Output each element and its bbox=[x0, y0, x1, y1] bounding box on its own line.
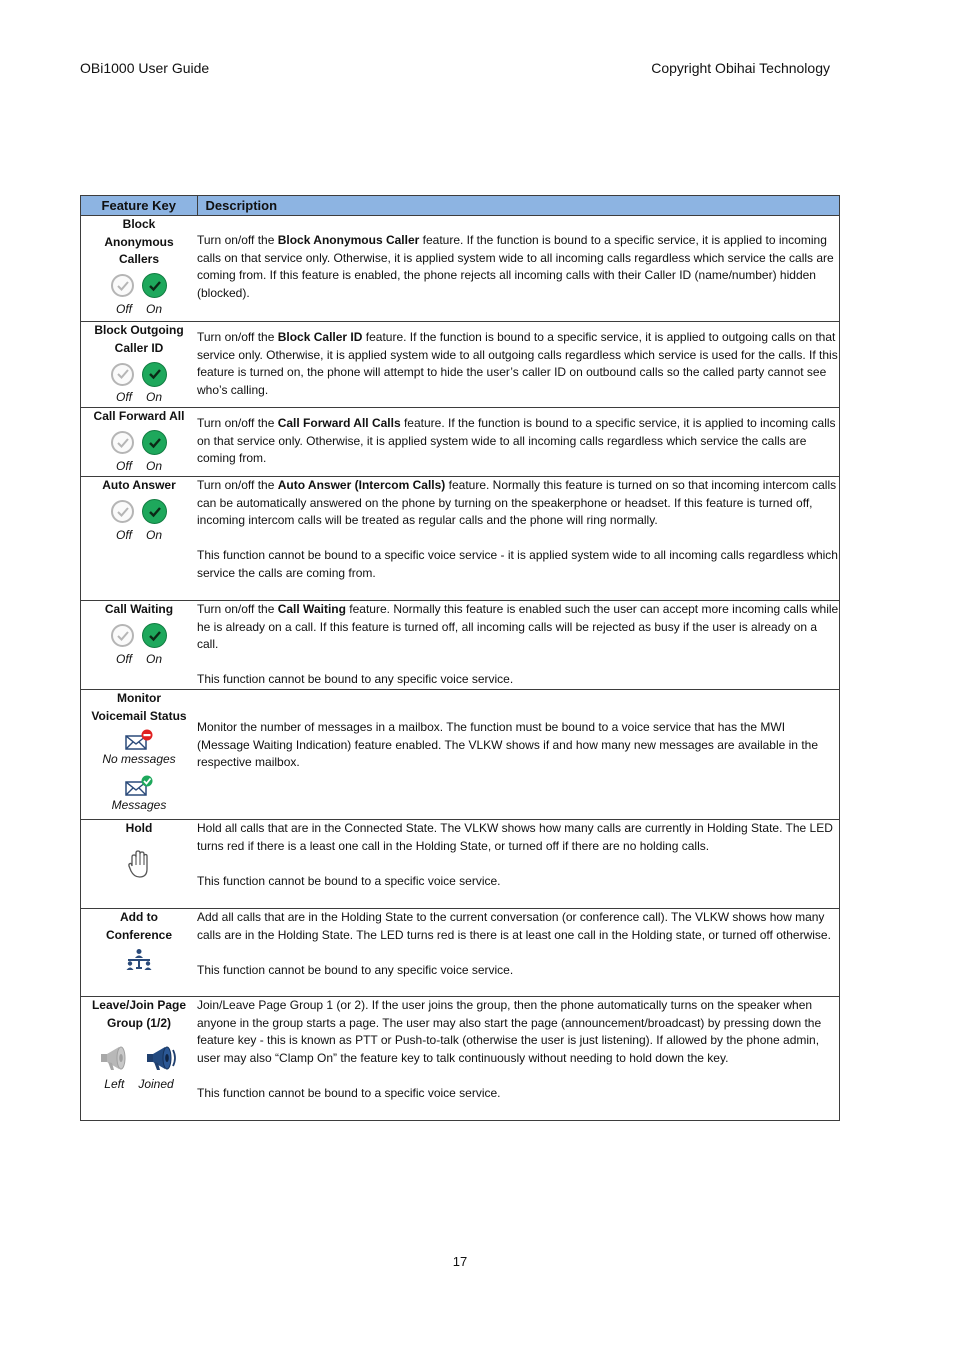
description-cell bbox=[197, 216, 840, 322]
off-label: Off bbox=[115, 458, 132, 473]
description-text: Turn on/off the Auto Answer (Intercom Calls) feature. Normally this feature is turned on so that incoming intercom calls can be automatically answered on the phone by turning on the speakerphone or headset. If this feature is turned off, incoming intercom calls will be treated as regular calls and the phone will ring normally. bbox=[197, 478, 837, 527]
mail-no-messages-icon bbox=[124, 729, 154, 751]
description-text: Turn on/off the Call Waiting feature. Normally this feature is enabled such the user can accept more incoming calls while he is already on a call. If this feature is turned off, all incoming calls will be rejected as busy if the user is already on a call. bbox=[197, 602, 839, 651]
feature-key-cell bbox=[81, 477, 198, 601]
description-note: This function cannot be bound to a specific voice service. bbox=[197, 1085, 501, 1100]
off-check-icon bbox=[111, 274, 134, 297]
table-row bbox=[81, 408, 840, 477]
table-row bbox=[81, 997, 840, 1121]
col-header-feature-key: Feature Key bbox=[81, 196, 198, 216]
off-label: Off bbox=[115, 301, 132, 316]
feature-name: Conference bbox=[105, 927, 173, 942]
description-cell bbox=[197, 601, 840, 690]
off-check-icon bbox=[111, 500, 134, 523]
feature-key-cell bbox=[81, 690, 198, 820]
description-note: This function cannot be bound to any specific voice service. bbox=[197, 962, 514, 977]
off-check-icon bbox=[111, 431, 134, 454]
state-messages: Messages bbox=[111, 797, 167, 812]
feature-name: Group (1/2) bbox=[106, 1015, 171, 1030]
on-check-icon bbox=[142, 362, 167, 387]
feature-name: Callers bbox=[118, 252, 160, 266]
doc-title: OBi1000 User Guide bbox=[80, 60, 210, 76]
table-header-row bbox=[81, 196, 840, 216]
on-check-icon bbox=[142, 430, 167, 455]
feature-key-cell bbox=[81, 997, 198, 1121]
description-text: Join/Leave Page Group 1 (or 2). If the user joins the group, then the phone automatically turns on the speaker when anyone in the group starts a page. The user may also start the page (announcement/broadcast) by pressing down the feature key - this is known as PTT or Push-to-talk (otherwise the user is just listening). If allowed by the phone admin, user may also “Clamp On” the feature key to talk continuously without needing to hold down the key. bbox=[197, 998, 822, 1065]
feature-key-table bbox=[80, 195, 840, 1121]
feature-name: Leave/Join Page bbox=[91, 998, 187, 1012]
megaphone-joined-icon bbox=[145, 1044, 179, 1072]
description-text: Turn on/off the Block Anonymous Caller feature. If the function is bound to a specific service, it is applied to incoming calls on that service only. Otherwise, it is applied system wide to all incoming calls regardless which service the calls are coming from. If this feature is enabled, the phone rejects all incoming calls with their Caller ID (name/number) hidden (blocked). bbox=[197, 233, 834, 300]
table-row bbox=[81, 690, 840, 820]
table-row bbox=[81, 216, 840, 322]
copyright: Copyright Obihai Technology bbox=[651, 60, 830, 76]
state-no-messages: No messages bbox=[102, 752, 176, 766]
feature-name: Caller ID bbox=[114, 340, 164, 355]
feature-key-cell bbox=[81, 408, 198, 477]
table-row bbox=[81, 820, 840, 909]
on-label: On bbox=[146, 390, 163, 404]
table-row bbox=[81, 909, 840, 997]
megaphone-left-icon bbox=[99, 1044, 133, 1072]
feature-name: Add to bbox=[120, 910, 158, 924]
description-cell bbox=[197, 477, 840, 601]
on-label: On bbox=[146, 458, 163, 473]
feature-name: Block Outgoing bbox=[94, 323, 184, 337]
on-label: On bbox=[146, 651, 163, 666]
description-text: Turn on/off the Block Caller ID feature. If the function is bound to a specific service, it is applied to outgoing calls on that service only. Otherwise, it is applied system wide to all outgoing calls regardless which service is used for the calls. If this feature is turned on, the phone will attempt to hide the user’s caller ID on outbound calls so the called party cannot see who’s calling. bbox=[197, 330, 838, 397]
table-row bbox=[81, 322, 840, 408]
feature-name: Anonymous bbox=[104, 234, 174, 249]
description-cell bbox=[197, 909, 840, 997]
feature-name: Auto Answer bbox=[102, 478, 176, 492]
feature-key-cell bbox=[81, 909, 198, 997]
description-text: Turn on/off the Call Forward All Calls feature. If the function is bound to a specific service, it is applied to incoming calls on that service only. Otherwise, it is applied system wide to all incoming calls regardless which service the calls are coming from. bbox=[197, 416, 836, 465]
description-text: Monitor the number of messages in a mailbox. The function must be bound to a voice service that has the MWI (Message Waiting Indication) feature enabled. The VLKW shows if and how many new messages are available in the respective mailbox. bbox=[197, 720, 818, 769]
feature-name: Monitor bbox=[117, 691, 161, 705]
state-left: Left bbox=[104, 1077, 125, 1091]
on-label: On bbox=[146, 301, 163, 316]
off-label: Off bbox=[115, 390, 132, 404]
on-check-icon bbox=[142, 499, 167, 524]
conference-icon bbox=[124, 948, 154, 972]
state-joined: Joined bbox=[138, 1077, 174, 1091]
description-cell bbox=[197, 820, 840, 909]
table-row bbox=[81, 477, 840, 601]
off-check-icon bbox=[111, 363, 134, 386]
feature-name: Call Waiting bbox=[104, 602, 174, 616]
description-cell bbox=[197, 690, 840, 820]
mail-messages-icon bbox=[124, 775, 154, 797]
feature-name: Block bbox=[122, 217, 156, 231]
feature-name: Hold bbox=[125, 821, 153, 835]
off-label: Off bbox=[115, 651, 132, 666]
description-note: This function cannot be bound to a specific voice service - it is applied system wide to all incoming calls regardless which service the calls are coming from. bbox=[197, 548, 838, 580]
page-number: 17 bbox=[452, 1254, 468, 1269]
description-cell bbox=[197, 408, 840, 477]
description-cell bbox=[197, 997, 840, 1121]
description-text: Add all calls that are in the Holding State to the current conversation (or conference call). The VLKW shows how many calls are in the Holding State. The LED turns red is there is at least one call in the Holding state, or turned off otherwise. bbox=[197, 910, 831, 942]
table-row bbox=[81, 601, 840, 690]
description-note: This function cannot be bound to a specific voice service. bbox=[197, 873, 501, 888]
description-note: This function cannot be bound to any specific voice service. bbox=[197, 672, 514, 686]
off-check-icon bbox=[111, 624, 134, 647]
description-text: Hold all calls that are in the Connected State. The VLKW shows how many calls are currently in Holding State. The LED turns red if there is a least one call in the Holding State, or turned off if there are no holding calls. bbox=[197, 821, 833, 853]
hand-hold-icon bbox=[126, 848, 152, 880]
on-check-icon bbox=[142, 273, 167, 298]
col-header-description: Description bbox=[197, 196, 840, 216]
description-cell bbox=[197, 322, 840, 408]
feature-name: Call Forward All bbox=[93, 409, 185, 423]
feature-name: Voicemail Status bbox=[91, 708, 187, 723]
on-check-icon bbox=[142, 623, 167, 648]
on-label: On bbox=[146, 527, 163, 542]
feature-key-cell bbox=[81, 216, 198, 322]
feature-key-cell bbox=[81, 322, 198, 408]
off-label: Off bbox=[115, 527, 132, 542]
feature-key-cell bbox=[81, 820, 198, 909]
feature-key-cell bbox=[81, 601, 198, 690]
